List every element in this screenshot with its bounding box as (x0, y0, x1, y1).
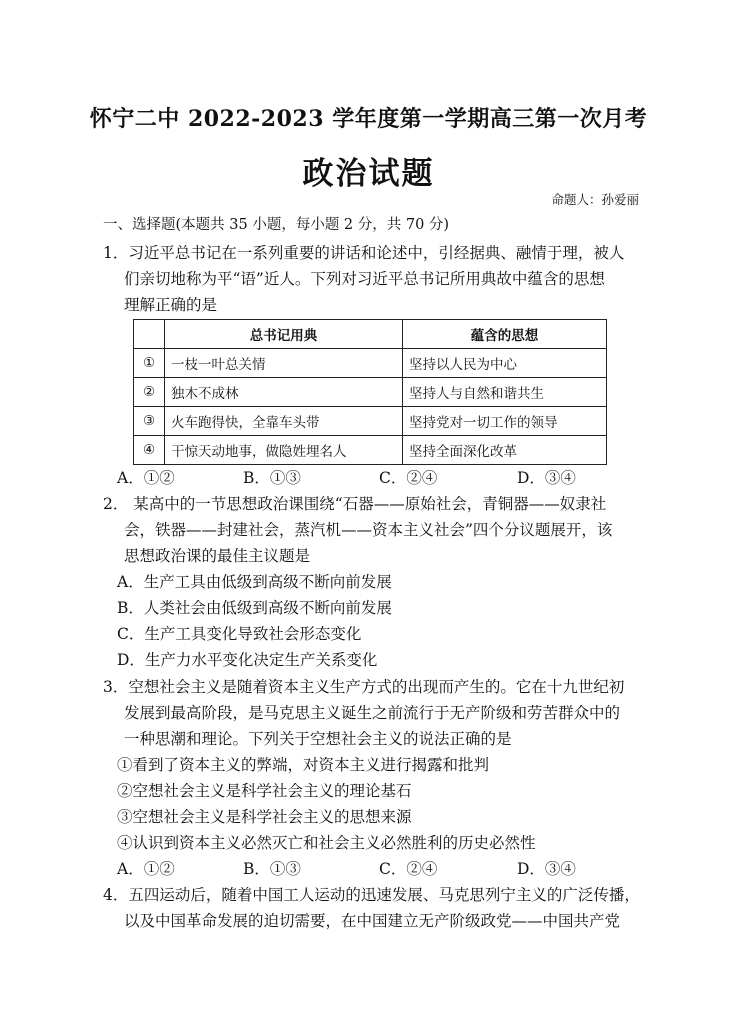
table-cell-idea: 坚持全面深化改革 (403, 436, 607, 465)
q2-line-3: 思想政治课的最佳主议题是 (124, 547, 311, 565)
q3-statement-4: ④认识到资本主义必然灭亡和社会主义必然胜利的历史必然性 (117, 834, 536, 852)
table-cell-num: ① (134, 349, 165, 378)
table-cell-quote: 独木不成林 (165, 378, 403, 407)
q1-table (133, 319, 607, 465)
table-row (134, 378, 607, 407)
table-cell-idea: 坚持党对一切工作的领导 (403, 407, 607, 436)
q2-option-d: D．生产力水平变化决定生产关系变化 (117, 651, 378, 669)
table-header-idea: 蕴含的思想 (403, 320, 607, 349)
q1-line-3: 理解正确的是 (124, 296, 218, 314)
q2-line-1: 2． 某高中的一节思想政治课围绕“石器——原始社会，青铜器——奴隶社 (103, 495, 607, 513)
q3-option-d: D．③④ (517, 860, 576, 878)
q2-option-c: C．生产工具变化导致社会形态变化 (117, 625, 362, 643)
q1-line-1: 1．习近平总书记在一系列重要的讲话和论述中，引经据典、融情于理，被人 (103, 244, 625, 262)
q3-line-2: 发展到最高阶段，是马克思主义诞生之前流行于无产阶级和劳苦群众中的 (124, 704, 621, 722)
q1-line-2: 们亲切地称为平“语”近人。下列对习近平总书记所用典故中蕴含的思想 (124, 270, 605, 288)
q3-option-a: A．①② (117, 860, 175, 878)
table-row (134, 349, 607, 378)
q1-option-b: B．①③ (243, 469, 301, 487)
q2-option-a: A．生产工具由低级到高级不断向前发展 (117, 573, 392, 591)
subject-title: 政治试题 (302, 156, 435, 192)
table-cell-quote: 火车跑得快，全靠车头带 (165, 407, 403, 436)
table-cell-idea: 坚持以人民为中心 (403, 349, 607, 378)
table-cell-num: ③ (134, 407, 165, 436)
table-header-num (134, 320, 165, 349)
exam-title: 怀宁二中 2022-2023 学年度第一学期高三第一次月考 (89, 106, 648, 132)
table-row (134, 407, 607, 436)
q3-option-b: B．①③ (243, 860, 301, 878)
table-cell-num: ② (134, 378, 165, 407)
q4-line-1: 4．五四运动后，随着中国工人运动的迅速发展、马克思列宁主义的广泛传播， (103, 886, 640, 904)
q3-option-c: C．②④ (379, 860, 438, 878)
q2-line-2: 会，铁器——封建社会，蒸汽机——资本主义社会”四个分议题展开，该 (124, 521, 613, 539)
q3-line-1: 3．空想社会主义是随着资本主义生产方式的出现而产生的。它在十九世纪初 (103, 678, 625, 696)
q2-option-b: B．人类社会由低级到高级不断向前发展 (117, 599, 392, 617)
table-cell-num: ④ (134, 436, 165, 465)
table-cell-idea: 坚持人与自然和谐共生 (403, 378, 607, 407)
table-header-quote: 总书记用典 (165, 320, 403, 349)
q3-statement-3: ③空想社会主义是科学社会主义的思想来源 (117, 808, 412, 826)
table-cell-quote: 一枝一叶总关情 (165, 349, 403, 378)
q3-line-3: 一种思潮和理论。下列关于空想社会主义的说法正确的是 (124, 730, 512, 748)
table-header-row (134, 320, 607, 349)
q1-option-d: D．③④ (517, 469, 576, 487)
q3-statement-2: ②空想社会主义是科学社会主义的理论基石 (117, 782, 412, 800)
q3-statement-1: ①看到了资本主义的弊端，对资本主义进行揭露和批判 (117, 756, 490, 774)
q4-line-2: 以及中国革命发展的迫切需要，在中国建立无产阶级政党——中国共产党 (124, 912, 621, 930)
section-heading: 一、选择题(本题共 35 小题，每小题 2 分，共 70 分) (103, 217, 450, 233)
table-row (134, 436, 607, 465)
table-cell-quote: 干惊天动地事，做隐姓埋名人 (165, 436, 403, 465)
q1-option-c: C．②④ (379, 469, 438, 487)
author-line: 命题人：孙爱丽 (551, 192, 639, 207)
q1-option-a: A．①② (117, 469, 175, 487)
